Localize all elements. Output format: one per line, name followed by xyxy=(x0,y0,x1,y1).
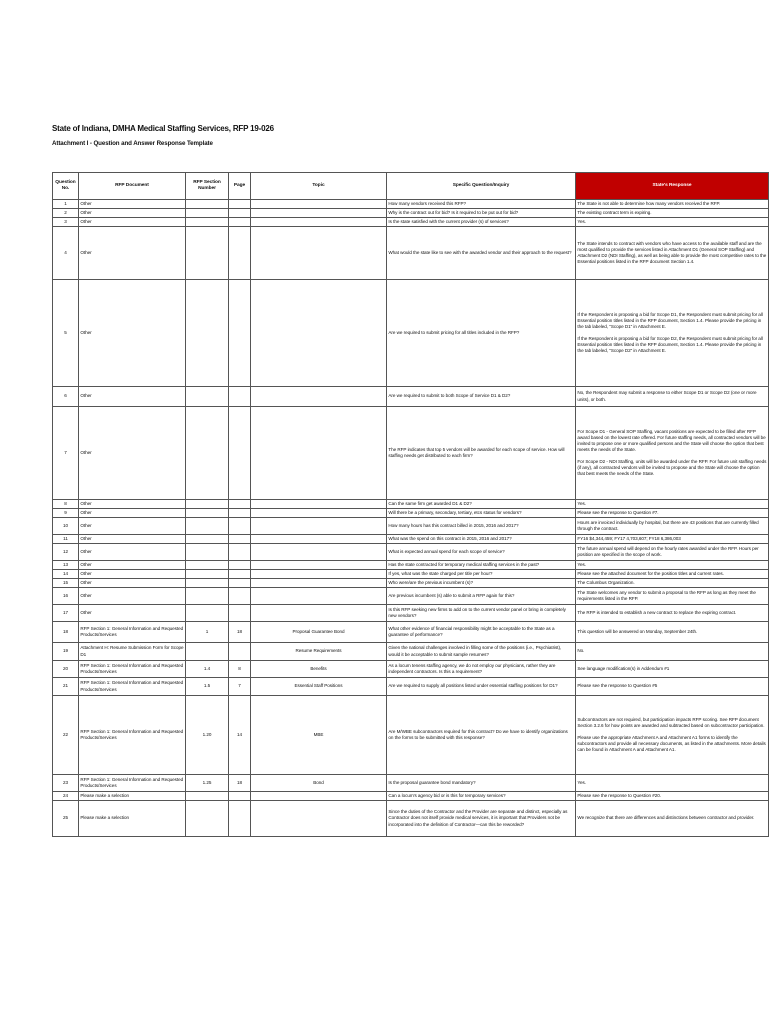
table-row xyxy=(53,661,769,678)
question-cell: Are M/WBE subcontractors required for this contract? Do we have to identify organizations on the forms to be submitted with this response? xyxy=(387,696,576,775)
rfp-section-cell xyxy=(186,518,229,535)
response-cell xyxy=(576,588,769,605)
response-cell xyxy=(576,801,769,837)
response-paragraph: We recognize that there are differences and distinctions between contractor and provider. xyxy=(577,815,755,821)
response-cell xyxy=(576,622,769,643)
topic-cell xyxy=(251,792,387,801)
response-paragraph: No, the Respondent may submit a response to either Scope D1 or Scope D2 (one or more units), or both. xyxy=(577,390,757,402)
rfp-document-cell: Other xyxy=(79,518,186,535)
question-cell: What was the spend on this contract in 2015, 2016 and 2017? xyxy=(387,535,576,544)
table-row xyxy=(53,570,769,579)
response-paragraph: Yes. xyxy=(577,779,586,785)
question-number-cell: 11 xyxy=(53,535,79,544)
page-cell xyxy=(229,500,251,509)
question-number-cell: 24 xyxy=(53,792,79,801)
rfp-section-cell xyxy=(186,509,229,518)
response-cell xyxy=(576,792,769,801)
response-cell xyxy=(576,280,769,387)
question-cell: Are previous incumbent (s) able to submit a RFP again for this? xyxy=(387,588,576,605)
question-number-cell: 1 xyxy=(53,200,79,209)
question-number-cell: 25 xyxy=(53,801,79,837)
topic-cell xyxy=(251,387,387,407)
response-cell xyxy=(576,509,769,518)
page-cell: 18 xyxy=(229,622,251,643)
response-cell xyxy=(576,407,769,500)
rfp-section-cell xyxy=(186,801,229,837)
rfp-section-cell xyxy=(186,588,229,605)
response-cell xyxy=(576,535,769,544)
rfp-section-cell xyxy=(186,387,229,407)
response-paragraph: This question will be answered on Monday, September 24th. xyxy=(577,628,698,634)
page-cell xyxy=(229,792,251,801)
response-cell xyxy=(576,775,769,792)
header-states-response: State's Response xyxy=(576,173,769,200)
page-cell: 8 xyxy=(229,661,251,678)
question-number-cell: 17 xyxy=(53,605,79,622)
table-row xyxy=(53,561,769,570)
response-paragraph: Hours are invoiced individually by hospital, but there are 43 positions that are currently filled through the contract. xyxy=(577,519,759,531)
response-cell xyxy=(576,605,769,622)
question-cell: Is this RFP seeking new firms to add on to the current vendor panel or bring in completely new vendors? xyxy=(387,605,576,622)
topic-cell xyxy=(251,535,387,544)
table-row xyxy=(53,218,769,227)
question-cell: Has the state contracted for temporary medical staffing services in the past? xyxy=(387,561,576,570)
rfp-document-cell: Other xyxy=(79,570,186,579)
question-cell: How many vendors received this RFP? xyxy=(387,200,576,209)
question-cell: Are we required to submit to both Scope of Service D1 & D2? xyxy=(387,387,576,407)
question-number-cell: 10 xyxy=(53,518,79,535)
question-number-cell: 9 xyxy=(53,509,79,518)
response-cell xyxy=(576,570,769,579)
rfp-section-cell xyxy=(186,605,229,622)
response-paragraph: Yes. xyxy=(577,561,586,567)
rfp-section-cell xyxy=(186,407,229,500)
rfp-section-cell xyxy=(186,561,229,570)
rfp-section-cell xyxy=(186,200,229,209)
page-cell xyxy=(229,561,251,570)
topic-cell: Resume Requirements xyxy=(251,643,387,661)
table-row xyxy=(53,579,769,588)
header-topic: Topic xyxy=(251,173,387,200)
rfp-section-cell: 1.25 xyxy=(186,775,229,792)
response-cell xyxy=(576,678,769,696)
rfp-section-cell xyxy=(186,218,229,227)
question-number-cell: 15 xyxy=(53,579,79,588)
header-page: Page xyxy=(229,173,251,200)
rfp-document-cell: RFP Section 1: General Information and Requested Products/Services xyxy=(79,678,186,696)
rfp-document-cell: Other xyxy=(79,605,186,622)
topic-cell xyxy=(251,605,387,622)
rfp-document-cell: Other xyxy=(79,500,186,509)
table-row xyxy=(53,696,769,775)
response-cell xyxy=(576,387,769,407)
rfp-document-cell: Other xyxy=(79,579,186,588)
rfp-document-cell: Other xyxy=(79,588,186,605)
rfp-section-cell xyxy=(186,544,229,561)
table-row xyxy=(53,775,769,792)
rfp-section-cell xyxy=(186,280,229,387)
page-cell xyxy=(229,518,251,535)
table-row xyxy=(53,801,769,837)
question-cell: Can the same firm get awarded D1 & D2? xyxy=(387,500,576,509)
rfp-document-cell: Other xyxy=(79,387,186,407)
table-row xyxy=(53,200,769,209)
topic-cell xyxy=(251,407,387,500)
topic-cell xyxy=(251,280,387,387)
topic-cell xyxy=(251,544,387,561)
question-cell: Given the national challenges involved in filling some of the positions (i.e., Psychiatrist), would it be acceptable to submit sample resumes? xyxy=(387,643,576,661)
question-number-cell: 18 xyxy=(53,622,79,643)
rfp-document-cell: Other xyxy=(79,509,186,518)
question-cell: What is expected annual spend for each scope of service? xyxy=(387,544,576,561)
page-cell xyxy=(229,387,251,407)
response-paragraph: Yes. xyxy=(577,500,586,506)
header-question-no: Question No. xyxy=(53,173,79,200)
rfp-document-cell: Other xyxy=(79,280,186,387)
response-paragraph: Please see the response to Question #20. xyxy=(577,792,661,798)
table-row xyxy=(53,209,769,218)
question-number-cell: 6 xyxy=(53,387,79,407)
question-number-cell: 4 xyxy=(53,227,79,280)
page-cell xyxy=(229,588,251,605)
question-number-cell: 16 xyxy=(53,588,79,605)
topic-cell xyxy=(251,218,387,227)
response-cell xyxy=(576,661,769,678)
topic-cell xyxy=(251,570,387,579)
response-paragraph: Please see the attached document for the position titles and current rates. xyxy=(577,570,724,576)
page-cell xyxy=(229,643,251,661)
rfp-document-cell: Other xyxy=(79,544,186,561)
rfp-document-cell: RFP Section 1: General Information and Requested Products/Services xyxy=(79,622,186,643)
rfp-section-cell: 1.4 xyxy=(186,661,229,678)
page-cell xyxy=(229,209,251,218)
response-cell xyxy=(576,579,769,588)
page-cell xyxy=(229,280,251,387)
topic-cell xyxy=(251,561,387,570)
question-number-cell: 14 xyxy=(53,570,79,579)
topic-cell: Essential Staff Positions xyxy=(251,678,387,696)
response-paragraph: The Columbus Organization. xyxy=(577,579,635,585)
question-cell: Is the proposal guarantee bond mandatory? xyxy=(387,775,576,792)
question-number-cell: 5 xyxy=(53,280,79,387)
header-rfp-document: RFP Document xyxy=(79,173,186,200)
question-cell: The RFP indicates that top 5 vendors will be awarded for each scope of service. How will staffing needs get distributed to each firm? xyxy=(387,407,576,500)
table-row xyxy=(53,535,769,544)
rfp-section-cell xyxy=(186,535,229,544)
response-paragraph: Please use the appropriate Attachment A and Attachment A1 forms to identify the subcontractors and provide all necessary documents, as listed in the attachments. More details can be found in Attachment A and Attachment A1. xyxy=(577,734,766,753)
rfp-section-cell xyxy=(186,570,229,579)
question-number-cell: 3 xyxy=(53,218,79,227)
response-cell xyxy=(576,500,769,509)
page-cell xyxy=(229,200,251,209)
topic-cell xyxy=(251,227,387,280)
response-paragraph: Please see the response to Question #7. xyxy=(577,509,659,515)
page-cell xyxy=(229,227,251,280)
question-number-cell: 20 xyxy=(53,661,79,678)
table-row xyxy=(53,643,769,661)
rfp-document-cell: Other xyxy=(79,407,186,500)
rfp-document-cell: RFP Section 1: General Information and Requested Products/Services xyxy=(79,696,186,775)
table-row xyxy=(53,605,769,622)
response-cell xyxy=(576,696,769,775)
table-row xyxy=(53,792,769,801)
topic-cell xyxy=(251,579,387,588)
question-number-cell: 2 xyxy=(53,209,79,218)
topic-cell: Bond xyxy=(251,775,387,792)
rfp-document-cell: Please make a selection xyxy=(79,792,186,801)
topic-cell xyxy=(251,801,387,837)
response-paragraph: The RFP is intended to establish a new contract to replace the expiring contract. xyxy=(577,609,737,615)
question-cell: How many hours has this contract billed in 2015, 2016 and 2017? xyxy=(387,518,576,535)
question-number-cell: 12 xyxy=(53,544,79,561)
page-cell: 14 xyxy=(229,696,251,775)
rfp-section-cell: 1.5 xyxy=(186,678,229,696)
question-number-cell: 13 xyxy=(53,561,79,570)
topic-cell xyxy=(251,200,387,209)
response-paragraph: Please see the response to Question #5 xyxy=(577,683,658,689)
response-cell xyxy=(576,544,769,561)
response-paragraph: FY16 $4,344,459; FY17 4,703,607; FY18 6,386,003 xyxy=(577,535,681,541)
question-number-cell: 21 xyxy=(53,678,79,696)
response-paragraph: The State welcomes any vendor to submit a proposal to the RFP as long as they meet the requirements listed in the RFP. xyxy=(577,589,756,601)
response-cell xyxy=(576,200,769,209)
response-paragraph: No. xyxy=(577,648,585,654)
response-paragraph: Subcontractors are not required, but participation impacts RFP scoring. See RFP document Section 3.2.6 for how points are awarded and subtracted based on subcontractor participation. xyxy=(577,716,765,728)
response-paragraph: If the Respondent is proposing a bid for Scope D2, the Respondent must submit pricing for all Essential position titles listed in the RFP document, Section 1.4. Please provide the pricing in the tab labeled, "Scope D2" in Attachment E. xyxy=(577,336,763,354)
header-question: Specific Question/Inquiry xyxy=(387,173,576,200)
topic-cell xyxy=(251,588,387,605)
page-cell xyxy=(229,544,251,561)
page-cell xyxy=(229,407,251,500)
question-cell: Since the duties of the Contractor and the Provider are separate and distinct, especially as Contractor does not itself provide medical services, it is important that Providers not be incorporated into the definition of Contractor—can this be reworded? xyxy=(387,801,576,837)
question-number-cell: 7 xyxy=(53,407,79,500)
rfp-document-cell: Please make a selection xyxy=(79,801,186,837)
rfp-section-cell xyxy=(186,227,229,280)
rfp-document-cell: RFP Section 1: General Information and Requested Products/Services xyxy=(79,661,186,678)
rfp-section-cell xyxy=(186,500,229,509)
rfp-document-cell: Other xyxy=(79,535,186,544)
rfp-section-cell xyxy=(186,792,229,801)
table-header-row xyxy=(53,173,769,200)
topic-cell xyxy=(251,500,387,509)
rfp-section-cell: 1.20 xyxy=(186,696,229,775)
rfp-section-cell: 1 xyxy=(186,622,229,643)
header-rfp-section: RFP Section Number xyxy=(186,173,229,200)
page-cell xyxy=(229,570,251,579)
qa-table xyxy=(52,172,769,837)
response-paragraph: The existing contract term is expiring. xyxy=(577,209,652,215)
response-cell xyxy=(576,227,769,280)
page-cell: 18 xyxy=(229,775,251,792)
question-number-cell: 22 xyxy=(53,696,79,775)
response-cell xyxy=(576,561,769,570)
response-paragraph: The future annual spend will depend on the hourly rates awarded under the RFP. Hours per position are specified in the scope of work. xyxy=(577,545,759,557)
question-cell: Is the state satisfied with the current provider (s) of services? xyxy=(387,218,576,227)
question-cell: What other evidence of financial responsibility might be acceptable to the State as a guarantee of performance? xyxy=(387,622,576,643)
rfp-document-cell: Other xyxy=(79,218,186,227)
qa-table-body xyxy=(53,200,769,837)
question-cell: Can a locum's agency bid or is this for temporary services? xyxy=(387,792,576,801)
page-cell xyxy=(229,579,251,588)
response-paragraph: Yes. xyxy=(577,218,586,224)
rfp-section-cell xyxy=(186,579,229,588)
question-cell: As a locum tenens staffing agency, we do not employ our physicians, rather they are independent contractors. Is this a requirement? xyxy=(387,661,576,678)
response-cell xyxy=(576,518,769,535)
table-row xyxy=(53,500,769,509)
document-title: State of Indiana, DMHA Medical Staffing Services, RFP 19-026 xyxy=(52,124,274,133)
document-subtitle: Attachment I - Question and Answer Response Template xyxy=(52,140,213,147)
table-row xyxy=(53,407,769,500)
table-row xyxy=(53,227,769,280)
rfp-document-cell: RFP Section 1: General Information and Requested Products/Services xyxy=(79,775,186,792)
table-row xyxy=(53,387,769,407)
table-row xyxy=(53,280,769,387)
page-cell xyxy=(229,509,251,518)
table-row xyxy=(53,678,769,696)
question-cell: Are we required to supply all positions listed under essential staffing positions for D1? xyxy=(387,678,576,696)
topic-cell: MBE xyxy=(251,696,387,775)
response-cell xyxy=(576,643,769,661)
rfp-section-cell xyxy=(186,209,229,218)
response-cell xyxy=(576,218,769,227)
page-cell xyxy=(229,605,251,622)
question-cell: Are we required to submit pricing for all titles included in the RFP? xyxy=(387,280,576,387)
page-cell: 7 xyxy=(229,678,251,696)
table-row xyxy=(53,622,769,643)
question-number-cell: 19 xyxy=(53,643,79,661)
topic-cell xyxy=(251,518,387,535)
topic-cell xyxy=(251,509,387,518)
response-cell xyxy=(576,209,769,218)
topic-cell: Proposal Guarantee Bond xyxy=(251,622,387,643)
rfp-document-cell: Other xyxy=(79,209,186,218)
page-cell xyxy=(229,801,251,837)
question-cell: If yes, what was the state charged per title per hour? xyxy=(387,570,576,579)
rfp-document-cell: Other xyxy=(79,227,186,280)
table-row xyxy=(53,544,769,561)
response-paragraph: For Scope D2 - NDI Staffing, units will be awarded under the RFP. For future unit staffing needs (if any), all contracted vendors will be invited to propose and the State will choose the option that best meets the needs of the State. xyxy=(577,459,767,477)
topic-cell xyxy=(251,209,387,218)
rfp-document-cell: Other xyxy=(79,200,186,209)
rfp-document-cell: Attachment H: Resume Submission Form for Scope D1 xyxy=(79,643,186,661)
table-row xyxy=(53,518,769,535)
response-paragraph: See language modification(s) in Addendum #1 xyxy=(577,665,670,671)
response-paragraph: For Scope D1 - General SOP Staffing, vacant positions are expected to be filled after RFP award based on the lowest rate offered. For future staffing needs, all contracted vendors will be invited to propose one or more qualified persons and the State will choose the option that best meets the needs of the State. xyxy=(577,428,766,452)
page-cell xyxy=(229,535,251,544)
question-cell: Why is the contract out for bid? Is it required to be put out for bid? xyxy=(387,209,576,218)
table-row xyxy=(53,509,769,518)
response-paragraph: The State is not able to determine how many vendors received the RFP. xyxy=(577,200,721,206)
topic-cell: Benefits xyxy=(251,661,387,678)
page-cell xyxy=(229,218,251,227)
question-number-cell: 8 xyxy=(53,500,79,509)
table-row xyxy=(53,588,769,605)
question-cell: Who were/are the previous incumbent (s)? xyxy=(387,579,576,588)
question-cell: Will there be a primary, secondary, tertiary, etcs status for vendors? xyxy=(387,509,576,518)
question-number-cell: 23 xyxy=(53,775,79,792)
rfp-section-cell xyxy=(186,643,229,661)
response-paragraph: If the Respondent is proposing a bid for Scope D1, the Respondent must submit pricing for all Essential position titles listed in the RFP document, Section 1.4. Please provide the pricing in the tab labeled, "Scope D1" in Attachment E. xyxy=(577,311,763,329)
response-paragraph: The State intends to contract with vendors who have access to the available staff and are the most qualified to provide the services listed in Attachment D1 (General SOP Staffing) and Attachment D2 (NDI Staffing), as well as being able to provide the most competitive rates to the Essential positions listed in the RFP document Section 1.4. xyxy=(577,240,767,265)
question-cell: What would the state like to see with the awarded vendor and their approach to the request? xyxy=(387,227,576,280)
rfp-document-cell: Other xyxy=(79,561,186,570)
